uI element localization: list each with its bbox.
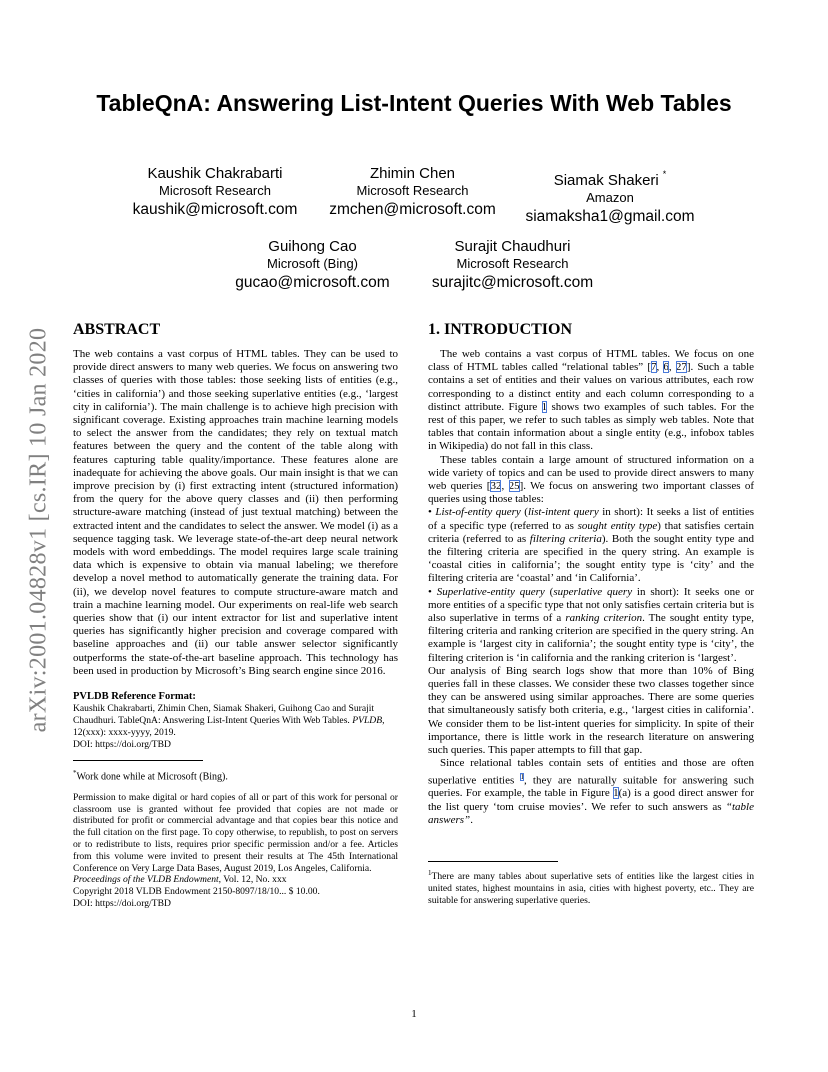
footnote-link[interactable]: 1 (520, 772, 524, 781)
footnote-star: *Work done while at Microsoft (Bing). (73, 769, 228, 783)
reference-format-heading: PVLDB Reference Format: (73, 691, 196, 703)
author-name: Kaushik Chakrabarti (147, 165, 283, 182)
footnote-divider (73, 760, 203, 761)
citation-link[interactable]: 7 (651, 361, 657, 374)
paper-title: TableQnA: Answering List-Intent Queries With Web Tables (96, 90, 732, 116)
list-intent-bullet: • List-of-entity query (list-intent query in short): It seeks a list of entities of a specific type (referred to as sought entity type) that satisfies certain criteria (referred to as filtering criteria). Both the sought entity type and the filtering criteria are specified in the query string. An example is ‘coastal cities in california’; the sought entity type is ‘city’ and the filtering criteria are ‘coastal’ and ‘in California’. (428, 506, 755, 585)
footnote-mark: * (662, 169, 667, 179)
intro-paragraph-1: The web contains a vast corpus of HTML tables. We focus on one class of HTML tables called “relational tables” [7, 6, 27]. Such a table contains a set of entities and their values on various attributes, each row corresponding to a distinct entity and each column corresponding to a distinct attribute. Figure 1 shows two examples of such tables. For the rest of this paper, we refer to such tables as simply web tables. Note that tables that contain information about a single entity (e.g., infobox tables in Wikipedia) do not fall in this class. (428, 348, 755, 453)
footnote-divider (428, 861, 558, 862)
citation-link[interactable]: 27 (675, 361, 687, 374)
intro-paragraph-3: Our analysis of Bing search logs show that more than 10% of Bing queries fall in these classes. We consider these two classes together since they can be answered using similar approaches. There are some queries that simultaneously satisfy both criteria, e.g., ‘largest cities in california’. We consider them to be list-intent queries for simplicity. In spite of their importance, there is little work in the research literature on answering such queries. This paper attempts to fill that gap. (428, 664, 754, 757)
right-column (428, 320, 754, 907)
arxiv-id: arXiv:2001.04828v1 [cs.IR] 10 Jan 2020 (25, 327, 52, 733)
author-name: Guihong Cao (268, 238, 357, 255)
reference-format: Kaushik Chakrabarti, Zhimin Chen, Siamak Shakeri, Guihong Cao and Surajit Chaudhuri. TableQnA: Answering List-Intent Queries With Web Tables. PVLDB, 12(xxx): xxxx-yyyy, 2019. DOI: https://doi.org/TBD (73, 703, 385, 750)
figure-link[interactable]: 1 (613, 787, 619, 800)
author-affiliation: Microsoft Research (356, 183, 469, 198)
citation-link[interactable]: 6 (663, 361, 669, 374)
figure-link[interactable]: 1 (541, 400, 548, 413)
abstract-heading: ABSTRACT (73, 321, 161, 338)
left-column (73, 320, 398, 910)
proceedings-info: Proceedings of the VLDB Endowment, Vol. 12, No. xxx Copyright 2018 VLDB Endowment 2150-8097/18/10... $ 10.00. DOI: https://doi.org/TBD (73, 874, 320, 909)
intro-paragraph-4: Since relational tables contain sets of entities and those are often superlative entities $^1$, they are naturally suitable for answering such queries. For example, the table in Figure 1(a) is a good direct answer for the list query ‘tom cruise movies’. We refer to such answers as “table answers”. (428, 757, 755, 826)
page-number: 1 (411, 1008, 417, 1020)
author-email: gucao@microsoft.com (235, 274, 390, 291)
arxiv-stamp (24, 300, 54, 760)
author-1 (110, 165, 320, 221)
introduction-heading: 1. INTRODUCTION (428, 321, 573, 338)
permission-notice: Permission to make digital or hard copies of all or part of this work for personal or classroom use is granted without fee provided that copies are not made or distributed for profit or commercial advantage and that copies bear this notice and the full citation on the first page. To copy otherwise, to republish, to post on servers or to redistribute to lists, requires prior specific permission and/or a fee. Articles from this volume were invited to present their results at The 45th International Conference on Very Large Data Bases, August 2019, Los Angeles, California. (73, 791, 398, 874)
intro-paragraph-2: These tables contain a large amount of structured information on a wide variety of topics and can be used to provide direct answers to many web queries [32, 25]. We focus on answering two important classes of queries using those tables: (428, 453, 754, 506)
author-name: Siamak Shakeri (553, 172, 659, 189)
abstract-text: The web contains a vast corpus of HTML tables. They can be used to provide direct answers to many web queries. We focus on answering two classes of queries with those tables: those seeking lists of entities (e.g., ‘cities in california’) and those seeking superlative entities (e.g., ‘largest city in california’). The main challenge is to achieve high precision with significant coverage. Existing approaches train machine learning models to select the answer from the candidates; they rely on textual match features between the query and the content of the table along with features capturing table quality/importance. These features alone are inadequate for achieving the above goals. Our main insight is that we can improve precision by (i) first extracting intent (structured information) from the query for the above query classes and (ii) then performing structure-aware matching (instead of just textual matching) between the extracted intent and the candidates to select the answer. We model (i) as a sequence tagging task. We leverage state-of-the-art deep neural network models with word embeddings. The model requires large scale training data which is expensive to obtain via manual labeling; we therefore develop a novel method to automatically generate the training data. For (ii), we develop novel features to compute structure-aware match and train a machine learning model. Our experiments on real-life web search queries show that (i) our intent extractor for list and superlative intent queries has significantly higher precision and coverage compared with baseline approaches and (ii) our table answer selector significantly outperforms the state-of-the-art baseline approach. This technology has been used in production by Microsoft’s Bing search engine since 2016. (73, 348, 398, 677)
author-affiliation: Microsoft Research (159, 183, 271, 198)
author-email: zmchen@microsoft.com (329, 201, 496, 218)
author-email: kaushik@microsoft.com (132, 201, 298, 218)
author-affiliation: Microsoft Research (456, 256, 569, 271)
author-affiliation: Amazon (586, 190, 634, 205)
superlative-bullet: • Superlative-entity query (superlative query in short): It seeks one or more entities of a specific type that not only satisfies certain criteria but is also superlative in terms of a ranking criterion. The sought entity type, filtering criteria and ranking criterion are specified in the query string. An example is ‘largest city in california’; the sought entity type is ‘city’, the filtering criterion is ‘in california and the ranking criterion is ‘largest’. (428, 585, 754, 664)
citation-link[interactable]: 32 (490, 480, 502, 493)
author-5 (415, 238, 610, 294)
author-name: Zhimin Chen (369, 165, 456, 182)
author-name: Surajit Chaudhuri (454, 238, 571, 255)
author-4 (215, 238, 410, 294)
footnote-1: $^1$There are many tables about superlative sets of entities like the largest cities in united states, highest mountains in asia, cities with highest poverty, etc.. They are suitable for answering superlative queries. (428, 868, 754, 906)
citation-link[interactable]: 25 (508, 480, 520, 493)
author-affiliation: Microsoft (Bing) (266, 256, 359, 271)
author-email: siamaksha1@gmail.com (525, 208, 695, 225)
author-2 (310, 165, 515, 221)
author-email: surajitc@microsoft.com (431, 274, 594, 291)
author-3 (510, 160, 710, 228)
